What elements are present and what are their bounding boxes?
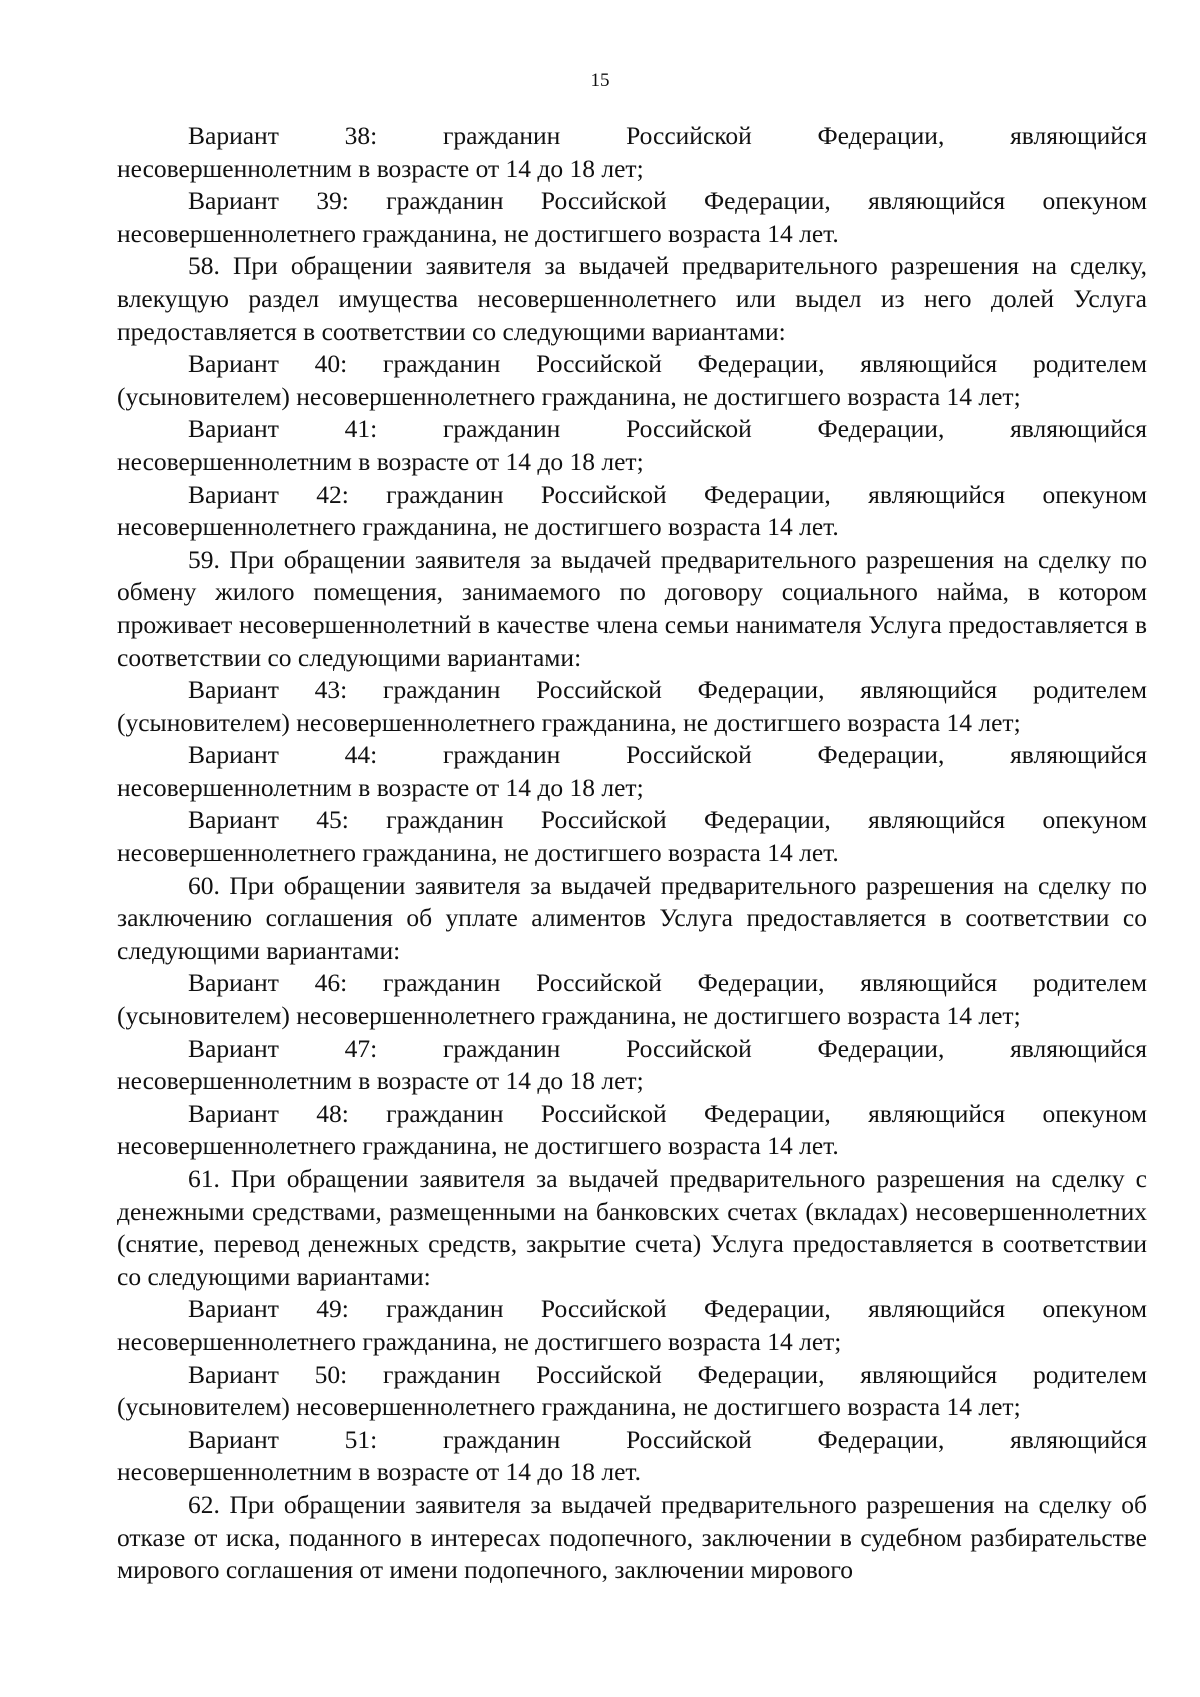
clause-60-paragraph: 60. При обращении заявителя за выдачей предварительного разрешения на сделку по заключению соглашения об уплате алиментов Услуга предоставляется в соответствии со следующими вариантами: — [117, 870, 1147, 965]
variant-49-paragraph — [117, 1293, 1147, 1358]
clause-59-paragraph: 59. При обращении заявителя за выдачей предварительного разрешения на сделку по обмену жилого помещения, занимаемого по договору социального найма, в котором проживает несовершеннолетний в качестве члена семьи нанимателя Услуга предоставляется в соответствии со следующими вариантами: — [117, 544, 1147, 672]
variant-51-line-2: несовершеннолетним в возрасте от 14 до 18 лет. — [117, 1457, 642, 1487]
variant-41-paragraph — [117, 413, 1147, 478]
variant-44-paragraph — [117, 739, 1147, 804]
variant-44-line-1: Вариант 44: гражданин Российской Федерации, являющийся — [188, 740, 1147, 770]
variant-47-line-1: Вариант 47: гражданин Российской Федерации, являющийся — [188, 1033, 1147, 1063]
variant-42-line-2: несовершеннолетнего гражданина, не достигшего возраста 14 лет. — [117, 512, 839, 542]
variant-49-line-1: Вариант 49: гражданин Российской Федерации, являющийся опекуном — [188, 1294, 1147, 1324]
variant-48-line-2: несовершеннолетнего гражданина, не достигшего возраста 14 лет. — [117, 1131, 839, 1161]
page-number: 15 — [590, 70, 610, 91]
variant-48-line-1: Вариант 48: гражданин Российской Федерации, являющийся опекуном — [188, 1098, 1147, 1128]
variant-45-paragraph — [117, 804, 1147, 869]
variant-40-line-2: (усыновителем) несовершеннолетнего гражданина, не достигшего возраста 14 лет; — [117, 381, 1021, 411]
variant-38-line-1: Вариант 38: гражданин Российской Федерации, являющийся — [188, 121, 1147, 150]
variant-39-line-2: несовершеннолетнего гражданина, не достигшего возраста 14 лет. — [117, 218, 839, 248]
variant-45-line-2: несовершеннолетнего гражданина, не достигшего возраста 14 лет. — [117, 838, 839, 868]
variant-43-line-2: (усыновителем) несовершеннолетнего гражданина, не достигшего возраста 14 лет; — [117, 707, 1021, 737]
variant-51-paragraph — [117, 1424, 1147, 1489]
variant-46-paragraph — [117, 967, 1147, 1032]
variant-42-line-1: Вариант 42: гражданин Российской Федерации, являющийся опекуном — [188, 479, 1147, 509]
variant-38-paragraph — [117, 120, 1147, 185]
clause-62-paragraph: 62. При обращении заявителя за выдачей предварительного разрешения на сделку об отказе от иска, поданного в интересах подопечного, заключении в судебном разбирательстве мирового соглашения от имени подопечного, заключении мирового — [117, 1489, 1147, 1585]
variant-50-line-1: Вариант 50: гражданин Российской Федерации, являющийся родителем — [188, 1359, 1147, 1389]
variant-40-paragraph — [117, 348, 1147, 413]
variant-46-line-1: Вариант 46: гражданин Российской Федерации, являющийся родителем — [188, 968, 1147, 998]
variant-46-line-2: (усыновителем) несовершеннолетнего гражданина, не достигшего возраста 14 лет; — [117, 1001, 1021, 1031]
variant-43-line-1: Вариант 43: гражданин Российской Федерации, являющийся родителем — [188, 675, 1147, 705]
variant-44-line-2: несовершеннолетним в возрасте от 14 до 18 лет; — [117, 772, 644, 802]
variant-49-line-2: несовершеннолетнего гражданина, не достигшего возраста 14 лет; — [117, 1326, 842, 1356]
clause-58-paragraph: 58. При обращении заявителя за выдачей предварительного разрешения на сделку, влекущую раздел имущества несовершеннолетнего или выдел из него долей Услуга предоставляется в соответствии со следующими вариантами: — [117, 251, 1147, 346]
variant-41-line-1: Вариант 41: гражданин Российской Федерации, являющийся — [188, 414, 1147, 444]
variant-40-line-1: Вариант 40: гражданин Российской Федерации, являющийся родителем — [188, 349, 1147, 379]
variant-42-paragraph — [117, 479, 1147, 544]
clause-61-paragraph: 61. При обращении заявителя за выдачей предварительного разрешения на сделку с денежными средствами, размещенными на банковских счетах (вкладах) несовершеннолетних (снятие, перевод денежных средств, закрытие счета) Услуга предоставляется в соответствии со следующими вариантами: — [117, 1164, 1147, 1291]
variant-45-line-1: Вариант 45: гражданин Российской Федерации, являющийся опекуном — [188, 805, 1147, 835]
variant-41-line-2: несовершеннолетним в возрасте от 14 до 18 лет; — [117, 446, 644, 476]
variant-51-line-1: Вариант 51: гражданин Российской Федерации, являющийся — [188, 1424, 1147, 1454]
variant-48-paragraph — [117, 1098, 1147, 1163]
variant-47-line-2: несовершеннолетним в возрасте от 14 до 18 лет; — [117, 1066, 644, 1096]
variant-43-paragraph — [117, 674, 1147, 739]
variant-38-line-2: несовершеннолетним в возрасте от 14 до 18 лет; — [117, 153, 644, 183]
document-body — [117, 120, 1147, 1587]
variant-50-paragraph — [117, 1359, 1147, 1424]
variant-39-line-1: Вариант 39: гражданин Российской Федерации, являющийся опекуном — [188, 186, 1147, 216]
variant-50-line-2: (усыновителем) несовершеннолетнего гражданина, не достигшего возраста 14 лет; — [117, 1392, 1021, 1422]
variant-47-paragraph — [117, 1033, 1147, 1098]
variant-39-paragraph — [117, 185, 1147, 250]
